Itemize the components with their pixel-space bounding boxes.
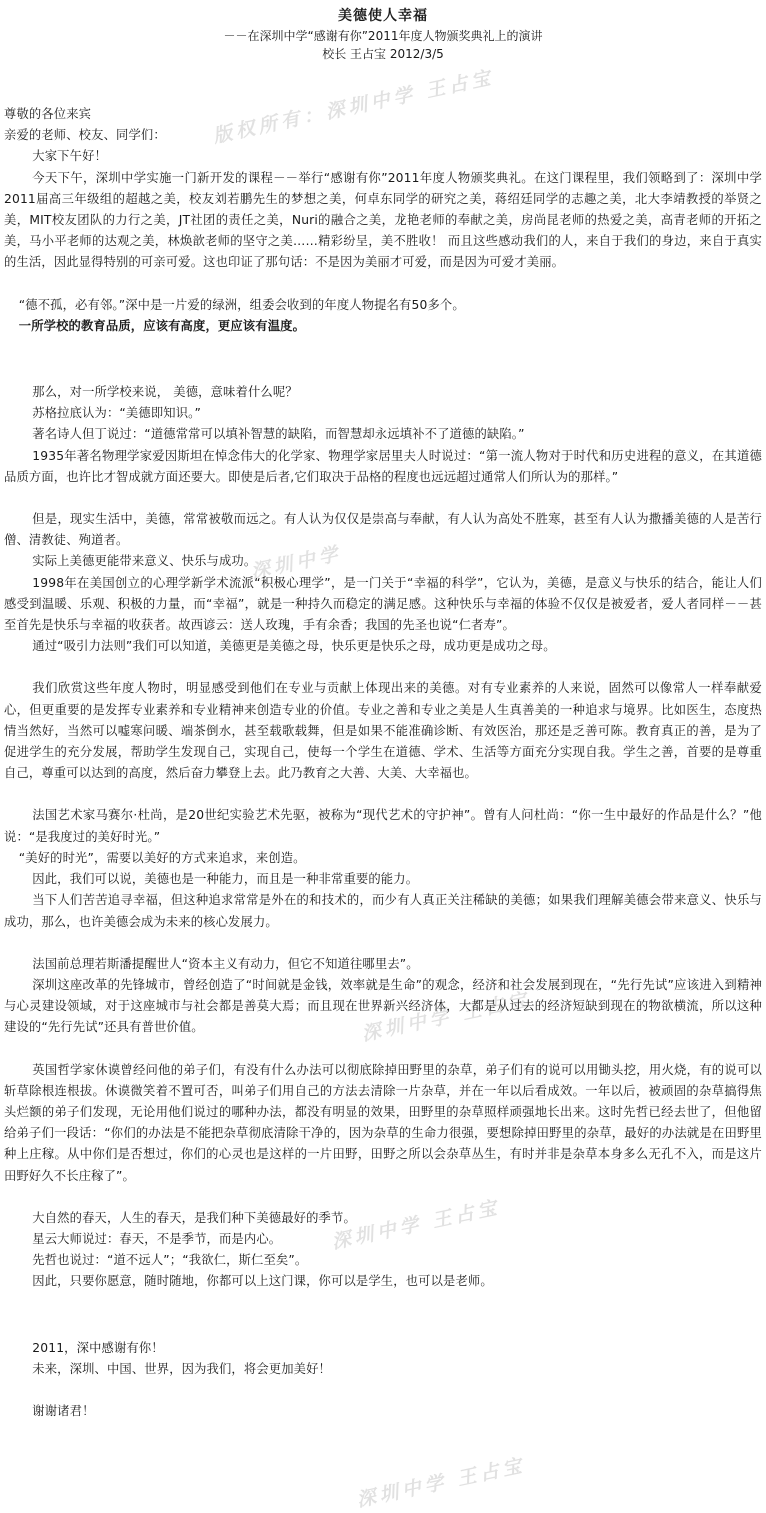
paragraph: 我们欣赏这些年度人物时，明显感受到他们在专业与贡献上体现出来的美德。对有专业素养的人来说，固然可以像常人一样奉献爱心，但更重要的是发挥专业素养和专业精神来创造专业的价值。专业之善和专业之美是人生真善美的一种追求与境界。比如医生，态度热情当然好，当然可以嘘寒问暖、端茶倒水，甚至载歌载舞，但是如果不能准确诊断、有效医治，那还是乏善可陈。教育真正的善，是为了促进学生的充分发展，帮助学生发现自己，实现自己，使每一个学生在道德、学术、生活等方面充分实现自我。学生之善，首要的是尊重自己，尊重可以达到的高度，然后奋力攀登上去。此乃教育之大善、大美、大幸福也。 (4, 681, 762, 781)
paragraph: 英国哲学家休谟曾经问他的弟子们，有没有什么办法可以彻底除掉田野里的杂草，弟子们有的说可以用锄头挖，用火烧，有的说可以斩草除根连根拔。休谟微笑着不置可否，叫弟子们用自己的方法去清除一片杂草，并在一年以后看成效。一年以后，被顽固的杂草搞得焦头烂额的弟子们发现，无论用他们说过的哪种办法，都没有明显的效果，田野里的杂草照样顽强地长出来。这时先哲已经去世了，但他留给弟子们一段话：“你们的办法是不能把杂草彻底清除干净的，因为杂草的生命力很强，要想除掉田野里的杂草，最好的办法就是在田野里种上庄稼。从中你们是否想过，你们的心灵也是这样的一片田野，田野之所以会杂草丛生，有时并非是杂草本身多么无孔不入，而是这片田野好久不长庄稼了”。 (4, 1062, 762, 1183)
paragraph: 当下人们苦苦追寻幸福，但这种追求常常是外在的和技术的，而少有人真正关注稀缺的美德；如果我们理解美德会带来意义、快乐与成功，那么，也许美德会成为未来的核心发展力。 (4, 893, 762, 929)
paragraph: “德不孤，必有邻。”深中是一片爱的绿洲，组委会收到的年度人物提名有50多个。 (18, 297, 465, 312)
paragraph: 深圳这座改革的先锋城市，曾经创造了“时间就是金钱，效率就是生命”的观念，经济和社会发展到现在，“先行先试”应该进入到精神与心灵建设领域，对于这座城市与社会都是善莫大焉；而且现在世界新兴经济体，大都是从过去的经济短缺到现在的物欲横流，所以这种建设的“先行先试”还具有普世价值。 (4, 977, 762, 1035)
paragraph: “美好的时光”，需要以美好的方式来追求，来创造。 (18, 850, 306, 865)
paragraph: 星云大师说过：春天，不是季节，而是内心。 (32, 1231, 282, 1246)
closing-line: 谢谢诸君！ (32, 1403, 95, 1418)
key-statement: 一所学校的教育品质，应该有高度，更应该有温度。 (18, 318, 306, 333)
paragraph: 苏格拉底认为：“美德即知识。” (32, 406, 201, 421)
paragraph: 因此，只要你愿意，随时随地，你都可以上这门课，你可以是学生，也可以是老师。 (32, 1274, 493, 1289)
paragraph: 那么，对一所学校来说， 美德，意味着什么呢？ (32, 385, 298, 400)
watermark: 深圳中学 王占宝 (354, 1454, 528, 1512)
speech-body (4, 104, 762, 1422)
watermark: 深圳中学 (249, 542, 344, 584)
paragraph: 法国艺术家马赛尔·杜尚，是20世纪实验艺术先驱，被称为“现代艺术的守护神”。曾有人问杜尚：“你一生中最好的作品是什么？”他说：“是我度过的美好时光。” (4, 808, 762, 844)
paragraph: 实际上美德更能带来意义、快乐与成功。 (32, 554, 257, 569)
paragraph: 通过“吸引力法则”我们可以知道，美德更是美德之母，快乐更是快乐之母，成功更是成功之母。 (32, 639, 556, 654)
paragraph: 著名诗人但丁说过：“道德常常可以填补智慧的缺陷，而智慧却永远填补不了道德的缺陷。” (32, 427, 525, 442)
paragraph: 1998年在美国创立的心理学新学术流派“积极心理学”，是一门关于“幸福的科学”，它认为，美德，是意义与快乐的结合，能让人们感受到温暖、乐观、积极的力量，而“幸福”，就是一种持久而稳定的满足感。这种快乐与幸福的体验不仅仅是被爱者，爱人者同样－－甚至首先是快乐与幸福的收获者。故西谚云：送人玫瑰，手有余香；我国的先圣也说“仁者寿”。 (4, 575, 762, 633)
paragraph: 大家下午好！ (32, 149, 107, 164)
watermark: 深圳中学 王占宝 (359, 988, 533, 1046)
greeting-line: 尊敬的各位来宾 (4, 107, 92, 121)
paragraph: 先哲也说过：“道不远人”；“我欲仁，斯仁至矣”。 (32, 1253, 308, 1268)
document-subtitle: －－在深圳中学“感谢有你”2011年度人物颁奖典礼上的演讲 (223, 29, 543, 43)
watermark: 深圳中学 王占宝 (329, 1196, 503, 1254)
paragraph: 2011，深中感谢有你！ (32, 1340, 164, 1355)
paragraph: 未来，深圳、中国、世界，因为我们，将会更加美好！ (32, 1361, 332, 1376)
paragraph: 今天下午，深圳中学实施一门新开发的课程－－举行“感谢有你”2011年度人物颁奖典礼。在这门课程里，我们领略到了：深圳中学2011届高三年级组的超越之美，校友刘若鹏先生的梦想之美，何卓东同学的研究之美，蒋绍廷同学的志趣之美，北大李靖教授的举贤之美，MIT校友团队的力行之美，JT社团的责任之美，Nuri的融合之美，龙艳老师的奉献之美，房尚昆老师的热爱之美，高青老师的开拓之美，马小平老师的达观之美，林焕歆老师的坚守之美……精彩纷呈，美不胜收！ 而且这些感动我们的人，来自于我们的身边，来自于真实的生活，因此显得特别的可亲可爱。这也印证了那句话：不是因为美丽才可爱，而是因为可爱才美丽。 (4, 170, 762, 270)
paragraph: 但是，现实生活中，美德，常常被敬而远之。有人认为仅仅是崇高与奉献，有人认为高处不胜寒，甚至有人认为撒播美德的人是苦行僧、清教徒、殉道者。 (4, 512, 762, 548)
paragraph: 1935年著名物理学家爱因斯坦在悼念伟大的化学家、物理学家居里夫人时说过：“第一流人物对于时代和历史进程的意义，在其道德品质方面，也许比才智成就方面还要大。即使是后者,它们取决于品格的程度也远远超过通常人们所认为的那样。” (4, 448, 762, 484)
paragraph: 大自然的春天，人生的春天，是我们种下美德最好的季节。 (32, 1210, 356, 1225)
watermark: 版权所有：深圳中学 王占宝 (211, 66, 497, 148)
paragraph: 法国前总理若斯潘提醒世人“资本主义有动力，但它不知道往哪里去”。 (32, 956, 419, 971)
greeting-line: 亲爱的老师、校友、同学们： (4, 128, 166, 143)
paragraph: 因此，我们可以说，美德也是一种能力，而且是一种非常重要的能力。 (32, 872, 419, 887)
document-title: 美德使人幸福 (338, 8, 428, 24)
document-byline: 校长 王占宝 2012/3/5 (322, 47, 444, 61)
